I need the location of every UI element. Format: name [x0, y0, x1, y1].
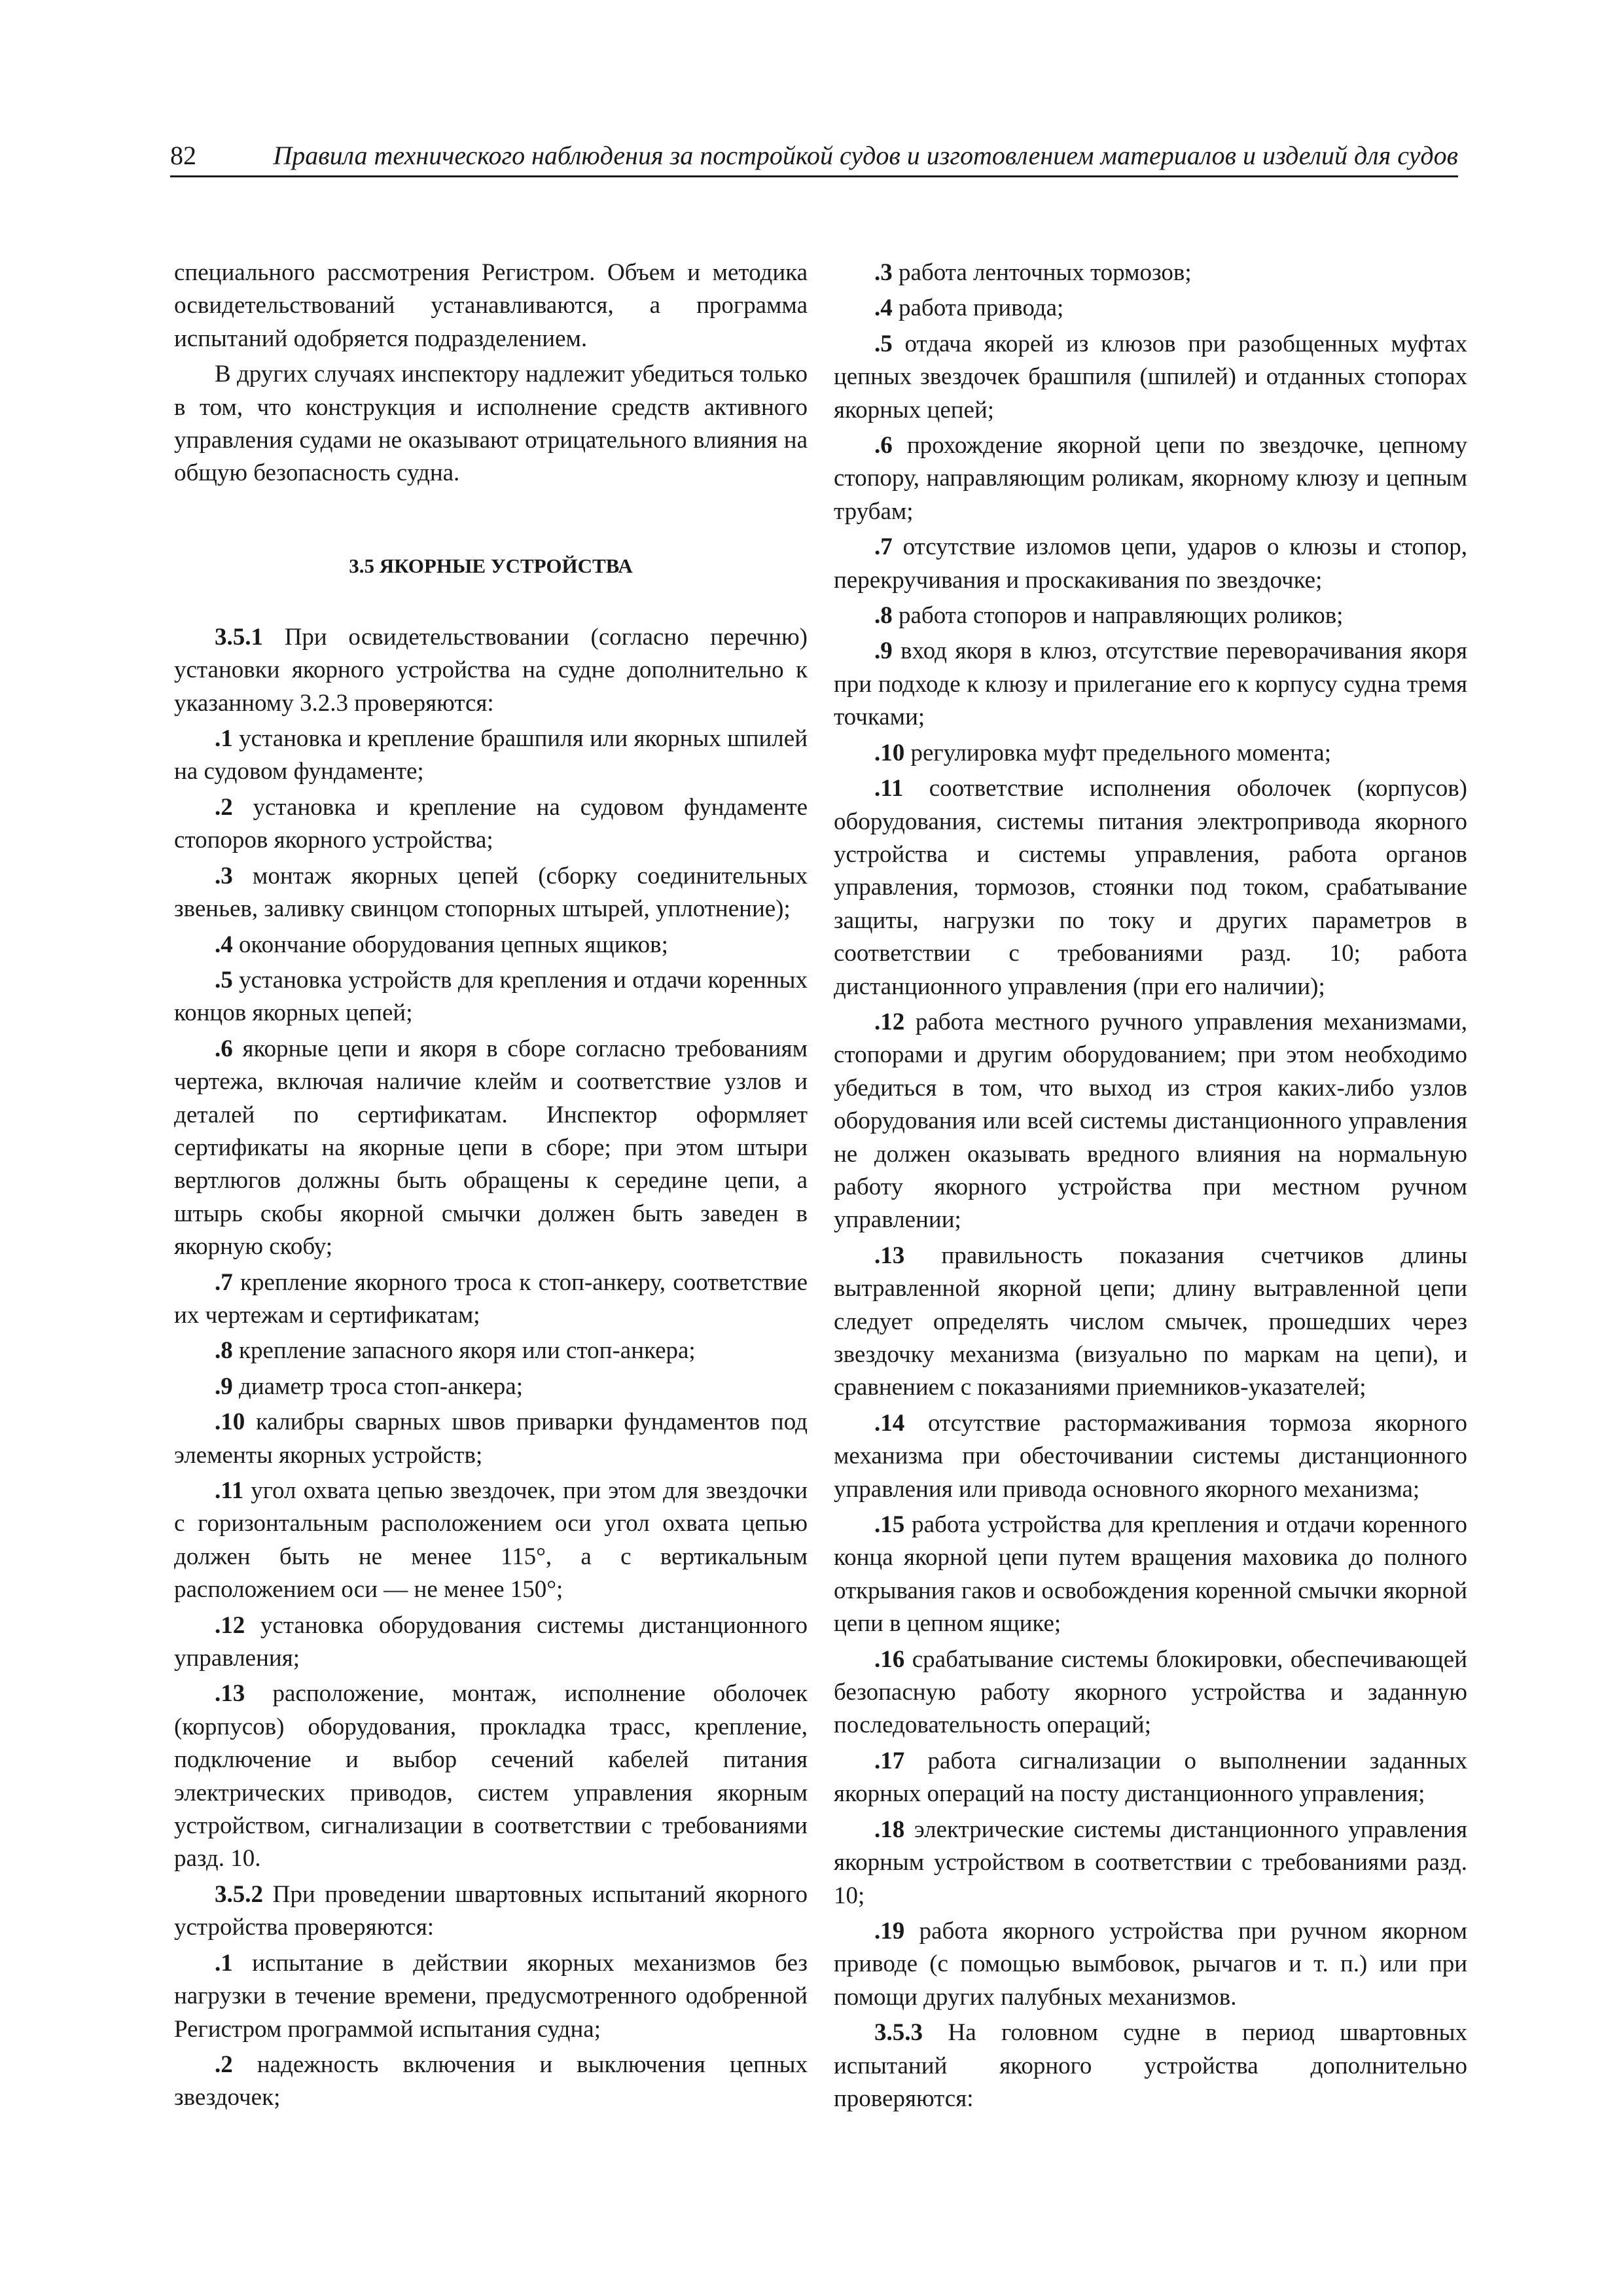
item-number: .4: [215, 931, 233, 958]
list-item: [174, 860, 808, 926]
item-number: .1: [215, 725, 233, 753]
item-text: регулировка муфт предельного момента;: [904, 739, 1331, 766]
clause-text: При проведении швартовных испытаний якорного устройства проверяются:: [174, 1880, 808, 1941]
item-number: .14: [874, 1409, 905, 1437]
list-item: [174, 723, 808, 789]
list-item: [834, 635, 1467, 734]
list-item: [174, 1335, 808, 1367]
item-number: .6: [215, 1035, 233, 1062]
item-text: крепление запасного якоря или стоп-анкера;: [232, 1337, 696, 1365]
list-item: [834, 257, 1467, 289]
item-number: .3: [215, 862, 233, 889]
page-header: [170, 139, 1458, 179]
list-item: [834, 1915, 1467, 2014]
item-number: .2: [215, 793, 233, 821]
item-text: электрические системы дистанционного управления якорным устройством в соответствии с требованиями разд. 10;: [834, 1816, 1467, 1909]
item-number: .10: [874, 739, 905, 766]
list-item: [834, 737, 1467, 770]
item-text: якорные цепи и якоря в сборе согласно требованиям чертежа, включая наличие клейм и соответствие узлов и деталей по сертификатам. Инспектор оформляет сертификаты на якорные цепи в сборе; при этом штыри вертлюгов должны быть обращены к середине цепи, а штырь скобы якорной смычки должен быть заведен в якорную скобу;: [174, 1035, 808, 1261]
list-item: [834, 1509, 1467, 1641]
item-text: работа устройства для крепления и отдачи коренного конца якорной цепи путем вращения маховика до полного открывания гаков и освобождения коренной смычки якорной цепи в цепном ящике;: [834, 1511, 1467, 1638]
running-title: Правила технического наблюдения за постройкой судов и изготовлением материалов и изделий для судов: [273, 141, 1458, 170]
item-text: работа стопоров и направляющих роликов;: [892, 602, 1344, 630]
item-number: .12: [874, 1008, 905, 1035]
item-text: работа привода;: [892, 295, 1064, 322]
right-column: [834, 257, 1467, 2115]
item-number: .13: [215, 1680, 245, 1708]
list-item: [174, 929, 808, 961]
list-item: [834, 600, 1467, 632]
item-text: установка и крепление брашпиля или якорных шпилей на судовом фундаменте;: [174, 725, 808, 785]
list-item: [174, 1406, 808, 1472]
list-item: [174, 1475, 808, 1607]
clause-text: При освидетельствовании (согласно перечню) установки якорного устройства на судне дополнительно к указанному 3.2.3 проверяются:: [174, 623, 808, 717]
clause-3-5-1: [174, 621, 808, 720]
list-item: [174, 1947, 808, 2046]
list-item: [174, 964, 808, 1030]
item-number: .15: [874, 1511, 905, 1539]
item-text: испытание в действии якорных механизмов без нагрузки в течение времени, предусмотренного одобренной Регистром программой испытания судна;: [174, 1949, 808, 2043]
list-item: [834, 328, 1467, 427]
list-item: [174, 1609, 808, 1676]
item-text: надежность включения и выключения цепных звездочек;: [174, 2051, 808, 2111]
list-item: [834, 1006, 1467, 1237]
clause-number: 3.5.2: [215, 1880, 263, 1908]
item-number: .2: [215, 2051, 233, 2078]
intro-paragraph: В других случаях инспектору надлежит убедиться только в том, что конструкция и исполнение средств активного управления судами не оказывают отрицательного влияния на общую безопасность судна.: [174, 361, 808, 487]
clause-number: 3.5.1: [215, 623, 263, 651]
item-text: отдача якорей из клюзов при разобщенных муфтах цепных звездочек брашпиля (шпилей) и отданных стопорах якорных цепей;: [834, 330, 1467, 423]
item-number: .9: [215, 1372, 233, 1400]
item-text: установка оборудования системы дистанционного управления;: [174, 1611, 808, 1672]
item-text: установка и крепление на судовом фундаменте стопоров якорного устройства;: [174, 793, 808, 854]
item-number: .6: [874, 432, 893, 459]
item-text: вход якоря в клюз, отсутствие переворачивания якоря при подходе к клюзу и прилегание его к корпусу судна тремя точками;: [834, 637, 1467, 731]
item-text: прохождение якорной цепи по звездочке, цепному стопору, направляющим роликам, якорному клюзу и цепным трубам;: [834, 432, 1467, 525]
list-item: [834, 1814, 1467, 1912]
item-number: .13: [874, 1242, 905, 1269]
item-text: работа ленточных тормозов;: [892, 259, 1192, 286]
item-text: диаметр троса стоп-анкера;: [232, 1372, 523, 1400]
item-text: крепление якорного троса к стоп-анкеру, соответствие их чертежам и сертификатам;: [174, 1268, 808, 1329]
item-text: отсутствие растормаживания тормоза якорного механизма при обесточивании системы дистанционного управления или привода основного якорного механизма;: [834, 1409, 1467, 1503]
list-item: [174, 791, 808, 857]
list-item: [174, 2049, 808, 2115]
item-number: .11: [215, 1477, 244, 1504]
list-item: [834, 531, 1467, 597]
list-item: [834, 292, 1467, 325]
clause-text: На головном судне в период швартовных испытаний якорного устройства дополнительно проверяются:: [834, 2019, 1467, 2112]
item-number: .8: [215, 1337, 233, 1365]
item-number: .7: [874, 533, 893, 561]
item-number: .8: [874, 602, 893, 630]
item-number: .11: [874, 775, 904, 802]
section-heading: 3.5 ЯКОРНЫЕ УСТРОЙСТВА: [349, 554, 633, 577]
list-item: [174, 1033, 808, 1264]
list-item: [834, 1240, 1467, 1405]
item-number: .5: [874, 330, 893, 357]
item-number: .16: [874, 1645, 905, 1673]
list-item: [834, 772, 1467, 1003]
item-number: .10: [215, 1408, 245, 1436]
clause-3-5-3: [834, 2017, 1467, 2115]
list-item: [174, 1371, 808, 1403]
list-item: [834, 1407, 1467, 1506]
item-number: .3: [874, 259, 893, 286]
list-item: [834, 1643, 1467, 1742]
item-number: .7: [215, 1268, 233, 1296]
item-text: правильность показания счетчиков длины вытравленной якорной цепи; длину вытравленной цепи следует определять числом смычек, прошедших через звездочку механизма (визуально по маркам на цепи), и сравнением с показаниями приемников-указателей;: [834, 1242, 1467, 1401]
header-rule: [170, 175, 1458, 177]
item-number: .19: [874, 1917, 905, 1945]
item-text: установка устройств для крепления и отдачи коренных концов якорных цепей;: [174, 966, 808, 1027]
item-number: .1: [215, 1949, 233, 1977]
item-number: .4: [874, 295, 893, 322]
item-text: соответствие исполнения оболочек (корпусов) оборудования, системы питания электропривода якорного устройства и системы управления, работа органов управления, тормозов, стоянки под током, срабатывание защиты, нагрузки по току и других параметров в соответствии с требованиями разд. 10; работа дистанционного управления (при его наличии);: [834, 775, 1467, 1000]
left-column: [174, 257, 808, 2115]
item-text: работа местного ручного управления механизмами, стопорами и другим оборудованием; при этом необходимо убедиться в том, что выход из строя каких-либо узлов оборудования или всей системы дистанционного управления не должен оказывать вредного влияния на нормальную работу якорного устройства при местном ручном управлении;: [834, 1008, 1467, 1234]
item-number: .12: [215, 1611, 245, 1639]
list-item: [834, 1745, 1467, 1811]
item-text: срабатывание системы блокировки, обеспечивающей безопасную работу якорного устройства и заданную последовательность операций;: [834, 1645, 1467, 1739]
item-number: .17: [874, 1747, 905, 1774]
page-number: 82: [170, 141, 196, 170]
item-text: окончание оборудования цепных ящиков;: [232, 931, 668, 958]
item-text: калибры сварных швов приварки фундаментов под элементы якорных устройств;: [174, 1408, 808, 1469]
intro-paragraph: специального рассмотрения Регистром. Объем и методика освидетельствований устанавливаются, а программа испытаний одобряется подразделением.: [174, 259, 808, 352]
item-number: .9: [874, 637, 893, 665]
item-number: .5: [215, 966, 233, 994]
item-text: работа сигнализации о выполнении заданных якорных операций на посту дистанционного управления;: [834, 1747, 1467, 1808]
item-text: монтаж якорных цепей (сборку соединительных звеньев, заливку свинцом стопорных штырей, уплотнение);: [174, 862, 808, 923]
item-text: работа якорного устройства при ручном якорном приводе (с помощью вымбовок, рычагов и т. п.) или при помощи других палубных механизмов.: [834, 1917, 1467, 2011]
clause-3-5-2: [174, 1878, 808, 1945]
clause-number: 3.5.3: [874, 2019, 923, 2047]
list-item: [174, 1266, 808, 1333]
list-item: [174, 1677, 808, 1875]
item-text: угол охвата цепью звездочек, при этом для звездочки с горизонтальным расположением оси угол охвата цепью должен быть не менее 115°, а с вертикальным расположением оси — не менее 150°;: [174, 1477, 808, 1604]
item-text: отсутствие изломов цепи, ударов о клюзы и стопор, перекручивания и проскакивания по звездочке;: [834, 533, 1467, 594]
item-number: .18: [874, 1816, 905, 1843]
list-item: [834, 429, 1467, 528]
item-text: расположение, монтаж, исполнение оболочек (корпусов) оборудования, прокладка трасс, крепление, подключение и выбор сечений кабелей питания электрических приводов, систем управления якорным устройством, сигнализации в соответствии с требованиями разд. 10.: [174, 1680, 808, 1873]
